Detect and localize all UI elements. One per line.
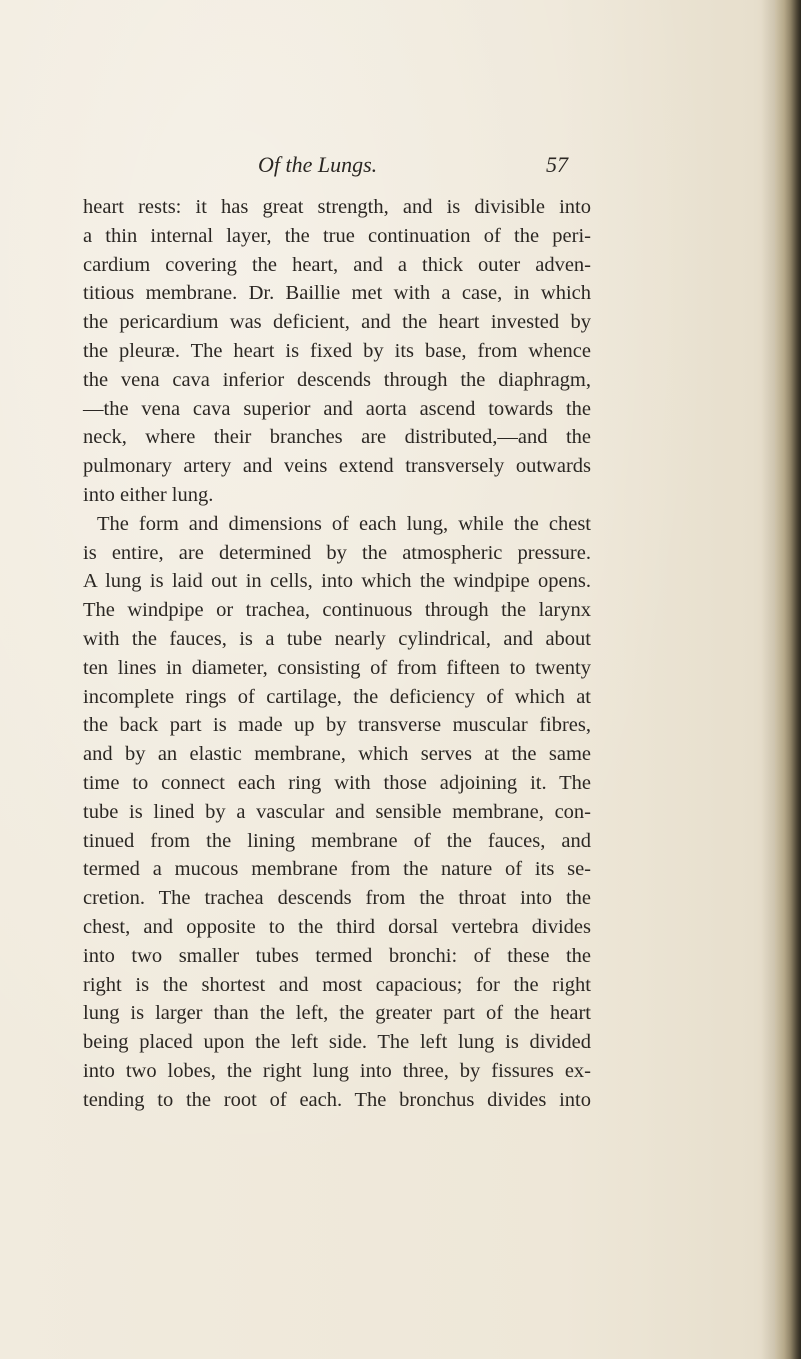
spine-shadow	[761, 0, 775, 1359]
text-line: is entire, are determined by the atmospheric pressure.	[83, 541, 591, 564]
text-line: neck, where their branches are distributed,—and the	[83, 426, 591, 449]
text-line: cretion. The trachea descends from the throat into the	[83, 887, 591, 910]
page-number: 57	[546, 152, 568, 177]
text-line: termed a mucous membrane from the nature of its se-	[83, 858, 591, 881]
text-line: time to connect each ring with those adjoining it. The	[83, 771, 591, 794]
text-line: the pericardium was deficient, and the heart invested by	[83, 311, 591, 334]
text-line: right is the shortest and most capacious; for the right	[83, 973, 591, 996]
text-line: incomplete rings of cartilage, the deficiency of which at	[83, 685, 591, 708]
text-line: tending to the root of each. The bronchus divides into	[83, 1088, 591, 1111]
text-line: the vena cava inferior descends through the diaphragm,	[83, 368, 591, 391]
running-head-title: Of the Lungs.	[258, 152, 378, 177]
text-line: pulmonary artery and veins extend transversely outwards	[83, 455, 591, 478]
text-line: —the vena cava superior and aorta ascend towards the	[83, 397, 591, 420]
book-spine	[775, 0, 801, 1359]
body-text	[83, 193, 591, 1115]
text-line: chest, and opposite to the third dorsal vertebra divides	[83, 915, 591, 938]
text-line-paragraph-end: into either lung.	[83, 483, 214, 506]
text-line: heart rests: it has great strength, and is divisible into	[83, 196, 591, 218]
text-line: a thin internal layer, the true continuation of the peri-	[83, 224, 591, 247]
text-line: the back part is made up by transverse muscular fibres,	[83, 714, 591, 737]
text-line: into two lobes, the right lung into three, by fissures ex-	[83, 1059, 591, 1082]
running-head	[258, 150, 568, 180]
text-line: the pleuræ. The heart is fixed by its base, from whence	[83, 339, 591, 362]
text-line: tube is lined by a vascular and sensible membrane, con-	[83, 800, 591, 823]
text-line: titious membrane. Dr. Baillie met with a case, in which	[83, 282, 591, 305]
text-line: The windpipe or trachea, continuous through the larynx	[83, 599, 591, 622]
text-line: cardium covering the heart, and a thick outer adven-	[83, 253, 591, 276]
text-line-paragraph-start: The form and dimensions of each lung, while the chest	[97, 512, 591, 535]
text-line: being placed upon the left side. The left lung is divided	[83, 1031, 591, 1054]
text-line: ten lines in diameter, consisting of from fifteen to twenty	[83, 656, 591, 679]
text-line: and by an elastic membrane, which serves at the same	[83, 743, 591, 766]
text-line: lung is larger than the left, the greater part of the heart	[83, 1002, 591, 1025]
text-line: with the fauces, is a tube nearly cylindrical, and about	[83, 627, 591, 650]
text-line: A lung is laid out in cells, into which the windpipe opens.	[83, 570, 591, 593]
text-line: tinued from the lining membrane of the fauces, and	[83, 829, 591, 852]
text-line: into two smaller tubes termed bronchi: of these the	[83, 944, 591, 967]
